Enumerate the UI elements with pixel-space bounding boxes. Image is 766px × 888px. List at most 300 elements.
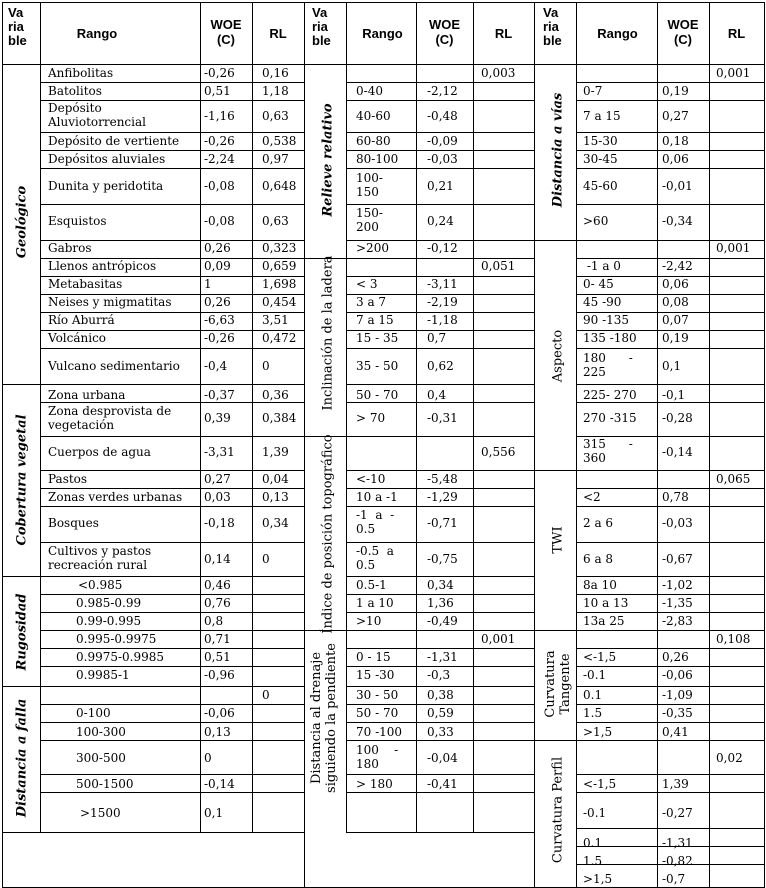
header-rl-3: RL (727, 26, 746, 41)
rango-cell: 100-300 (76, 725, 126, 739)
woe-cell: 0,07 (662, 313, 689, 327)
grid-line (2, 576, 41, 577)
rango-cell: 225- 270 (583, 388, 637, 402)
woe-cell: -0,08 (204, 179, 235, 193)
grid-line (346, 204, 535, 205)
woe-cell: 0,27 (204, 472, 231, 486)
grid-line (40, 612, 305, 613)
rango-cell: >200 (356, 241, 389, 255)
grid-line (346, 740, 535, 741)
rango-cell: Dunita y peridotita (48, 179, 164, 193)
grid-line (40, 402, 305, 403)
rl-cell: 0,13 (262, 490, 289, 504)
rango-cell: 0-40 (356, 84, 383, 98)
rango-cell: Anfibolitas (48, 66, 114, 80)
woe-cell: 1 (204, 277, 212, 291)
rango-cell: 30-45 (583, 152, 618, 166)
rango-cell: > 180 (356, 777, 393, 791)
rango-cell: 1 a 10 (356, 596, 394, 610)
woe-cell: -2,12 (427, 84, 458, 98)
grid-line (2, 686, 41, 687)
grid-line (252, 2, 253, 833)
woe-cell: -0,06 (662, 668, 693, 682)
rango-cell: <2 (583, 490, 601, 504)
grid-line (534, 470, 577, 471)
rango-cell: 0.1 (583, 688, 603, 702)
woe-cell: -3,11 (427, 277, 458, 291)
rango-cell: -0.1 (583, 668, 607, 682)
woe-cell: 0,4 (427, 388, 447, 402)
grid-line (40, 204, 305, 205)
grid-line (40, 832, 305, 833)
rango-cell: -0.5 a 0.5 (356, 544, 394, 572)
woe-cell: -0,08 (204, 214, 235, 228)
rl-cell: 1,39 (262, 445, 289, 459)
grid-line (576, 348, 765, 349)
rango-cell: Bosques (48, 516, 99, 530)
woe-cell: 0,51 (204, 650, 231, 664)
rango-cell: -1 a - 0.5 (356, 508, 395, 536)
grid-line (346, 150, 535, 151)
rango-cell: 270 -315 (583, 411, 637, 425)
woe-cell: -0,49 (427, 614, 458, 628)
rango-cell: Depósitos aluviales (48, 152, 166, 166)
rl-cell: 0,001 (716, 66, 751, 80)
grid-line (576, 594, 765, 595)
grid-line (40, 132, 305, 133)
woe-cell: 0,8 (204, 614, 224, 628)
header-variable-2: Va ria ble (312, 5, 331, 48)
grid-line (576, 204, 765, 205)
rl-cell: 3,51 (262, 313, 289, 327)
rango-cell: 1.5 (583, 706, 603, 720)
woe-cell: -0,18 (204, 516, 235, 530)
grid-line (2, 832, 41, 833)
rango-cell: 7 a 15 (356, 313, 394, 327)
grid-line (346, 576, 535, 577)
grid-line (40, 168, 305, 169)
grid-line (40, 740, 305, 741)
rango-cell: Cuerpos de agua (48, 445, 151, 459)
rl-cell: 0,001 (481, 632, 516, 646)
rl-cell: 0,02 (716, 751, 743, 765)
rango-cell: 60-80 (356, 134, 391, 148)
woe-cell: 0,7 (427, 331, 447, 345)
woe-cell: 1,39 (662, 777, 689, 791)
woe-cell: 0,24 (427, 214, 454, 228)
woe-cell: 0,09 (204, 259, 231, 273)
rl-cell: 0,323 (262, 241, 297, 255)
grid-line (576, 666, 765, 667)
variable-label: Inclinación de la ladera (320, 255, 336, 411)
variable-label: Curvatura Perfil (550, 756, 566, 864)
rl-cell: 1,698 (262, 277, 297, 291)
woe-cell: 0,39 (204, 411, 231, 425)
rango-cell: 0.1 (583, 836, 603, 850)
rango-cell: Batolitos (48, 84, 102, 98)
rango-cell: 300-500 (76, 751, 126, 765)
woe-cell: -0,35 (662, 706, 693, 720)
rango-cell: <-10 (356, 472, 386, 486)
rl-cell: 0,97 (262, 152, 289, 166)
woe-cell: 0,1 (662, 359, 682, 373)
woe-cell: 0,1 (204, 806, 224, 820)
woe-cell: -0,26 (204, 134, 235, 148)
rango-cell: 40-60 (356, 109, 391, 123)
rango-cell: Volcánico (48, 331, 107, 345)
woe-cell: -0,04 (427, 751, 458, 765)
grid-line (40, 576, 305, 577)
rango-cell: 0.985-0.99 (76, 596, 142, 610)
grid-line (576, 384, 765, 385)
woe-cell: -6,63 (204, 313, 235, 327)
grid-line (346, 666, 535, 667)
grid-line (2, 384, 41, 385)
rango-cell: Vulcano sedimentario (48, 359, 180, 373)
woe-cell: -0,27 (662, 806, 693, 820)
rango-cell: <-1,5 (583, 650, 617, 664)
header-rango-3: Rango (597, 26, 638, 41)
grid-line (346, 132, 535, 133)
grid-line (346, 686, 535, 687)
rl-cell: 0,051 (481, 259, 516, 273)
grid-line (346, 436, 535, 437)
woe-cell: -0,31 (427, 411, 458, 425)
grid-line (576, 740, 765, 741)
rango-cell: 100 - 180 (356, 743, 399, 771)
header-woe-1: WOE (C) (210, 17, 242, 47)
variable-label: Distancia a vías (550, 92, 566, 208)
rl-cell: 0,556 (481, 445, 516, 459)
grid-line (346, 542, 535, 543)
grid-line (40, 384, 305, 385)
rl-cell: 0 (262, 359, 270, 373)
woe-cell: -0,03 (427, 152, 458, 166)
rango-cell: Metabasitas (48, 277, 123, 291)
rango-cell: 15-30 (583, 134, 618, 148)
rango-cell: >10 (356, 614, 382, 628)
grid-line (576, 576, 765, 577)
grid-line (576, 150, 765, 151)
variable-label: Cobertura vegetal (14, 414, 30, 546)
rango-cell: Depósito de vertiente (48, 134, 180, 148)
grid-line (576, 792, 765, 793)
woe-cell: 0,46 (204, 578, 231, 592)
rango-cell: 0 - 15 (356, 650, 391, 664)
woe-cell: -1,31 (662, 836, 693, 850)
rl-cell: 0,384 (262, 411, 297, 425)
woe-cell: -0,48 (427, 109, 458, 123)
woe-cell: -0,75 (427, 552, 458, 566)
rango-cell: 0.5-1 (356, 578, 387, 592)
woe-cell: -1,16 (204, 109, 235, 123)
woe-cell: -0,26 (204, 331, 235, 345)
rango-cell: 2 a 6 (583, 516, 614, 530)
grid-line (576, 132, 765, 133)
rango-cell: 35 - 50 (356, 359, 399, 373)
variable-label: Curvatura Tangente (543, 650, 573, 718)
grid-line (40, 630, 305, 631)
woe-cell: -1,31 (427, 650, 458, 664)
rango-cell: Depósito Aluviotorrencial (48, 101, 146, 129)
woe-cell: 0,26 (204, 241, 231, 255)
grid-line (40, 666, 305, 667)
grid-line (304, 2, 305, 888)
rango-cell: 7 a 15 (583, 109, 621, 123)
rango-cell: 6 a 8 (583, 552, 614, 566)
grid-line (346, 612, 535, 613)
rango-cell: 15 -30 (356, 668, 395, 682)
grid-line (346, 402, 535, 403)
rango-cell: Llenos antrópicos (48, 259, 157, 273)
rl-cell: 0,63 (262, 109, 289, 123)
grid-line (40, 648, 305, 649)
woe-cell: -0,14 (662, 445, 693, 459)
grid-line (346, 384, 535, 385)
woe-cell: -2,42 (662, 259, 693, 273)
rango-cell: 1.5 (583, 854, 603, 868)
rango-cell: <0.985 (78, 578, 123, 592)
rl-cell: 0,659 (262, 259, 297, 273)
woe-cell: 0,18 (662, 134, 689, 148)
rango-cell: 135 -180 (583, 331, 637, 345)
grid-line (576, 168, 765, 169)
grid-line (657, 2, 658, 888)
rl-cell: 0 (262, 552, 270, 566)
rango-cell: 0-7 (583, 84, 603, 98)
woe-cell: -2,19 (427, 295, 458, 309)
woe-cell: 1,36 (427, 596, 454, 610)
grid-line (764, 2, 765, 888)
grid-line (576, 612, 765, 613)
woe-cell: 0,19 (662, 84, 689, 98)
rango-cell: <-1,5 (583, 777, 617, 791)
rango-cell: 180 - 225 (583, 351, 633, 379)
rango-cell: 45 -90 (583, 295, 622, 309)
rango-cell: >1500 (80, 806, 121, 820)
rl-cell: 0,04 (262, 472, 289, 486)
woe-cell: 0,62 (427, 359, 454, 373)
rl-cell: 0,34 (262, 516, 289, 530)
woe-cell: -0,1 (662, 388, 686, 402)
header-variable-3: Va ria ble (543, 5, 562, 48)
grid-line (576, 722, 765, 723)
woe-cell: 0,26 (204, 295, 231, 309)
woe-cell: -1,35 (662, 596, 693, 610)
rango-cell: -1 a 0 (583, 259, 621, 273)
grid-line (346, 704, 535, 705)
rl-cell: 0,003 (481, 66, 516, 80)
variable-label: Aspecto (550, 329, 566, 383)
grid-line (40, 506, 305, 507)
woe-cell: -1,29 (427, 490, 458, 504)
rl-cell: 0,36 (262, 388, 289, 402)
rl-cell: 0,472 (262, 331, 297, 345)
grid-line (40, 82, 305, 83)
rl-cell: 0,001 (716, 241, 751, 255)
rango-cell: 150- 200 (356, 206, 383, 234)
woe-cell: -0,3 (427, 668, 451, 682)
rango-cell: >1,5 (583, 725, 613, 739)
grid-line (346, 100, 535, 101)
grid-line (346, 630, 535, 631)
rl-cell: 0,538 (262, 134, 297, 148)
woe-cell: 0,13 (204, 725, 231, 739)
variable-label: Distancia al drenaje siguiendo la pendiente (309, 643, 339, 793)
grid-line (40, 488, 305, 489)
woe-cell: 0,41 (662, 725, 689, 739)
grid-line (576, 828, 765, 829)
grid-line (346, 792, 535, 793)
woe-cell: -1,02 (662, 578, 693, 592)
grid-line (2, 64, 765, 65)
woe-cell: -2,83 (662, 614, 693, 628)
woe-cell: 0,76 (204, 596, 231, 610)
woe-cell: -0,34 (662, 214, 693, 228)
woe-cell: 0,26 (662, 650, 689, 664)
variable-label: Geológico (14, 185, 30, 259)
grid-line (346, 594, 535, 595)
grid-line (709, 2, 710, 888)
grid-line (40, 722, 305, 723)
grid-line (416, 2, 417, 833)
rango-cell: 10 a 13 (583, 596, 629, 610)
woe-cell: -0,41 (427, 777, 458, 791)
grid-line (346, 648, 535, 649)
rl-cell: 0,16 (262, 66, 289, 80)
woe-cell: -5,48 (427, 472, 458, 486)
woe-cell: -1,18 (427, 313, 458, 327)
woe-cell: 0,33 (427, 725, 454, 739)
grid-line (576, 100, 765, 101)
grid-line (40, 686, 305, 687)
grid-line (40, 2, 41, 833)
variable-label: Distancia a falla (14, 698, 30, 818)
woe-cell: 0,08 (662, 295, 689, 309)
woe-cell: 0,59 (427, 706, 454, 720)
woe-cell: -3,31 (204, 445, 235, 459)
woe-cell: 0,14 (204, 552, 231, 566)
rango-cell: 13a 25 (583, 614, 625, 628)
header-rl-2: RL (494, 26, 513, 41)
woe-cell: -0,28 (662, 411, 693, 425)
rango-cell: 0-100 (76, 706, 111, 720)
woe-cell: -0,96 (204, 668, 235, 682)
rango-cell: 90 -135 (583, 313, 630, 327)
woe-cell: -0,01 (662, 179, 693, 193)
grid-line (576, 2, 577, 888)
grid-line (576, 648, 765, 649)
woe-cell: -0,03 (662, 516, 693, 530)
grid-line (40, 774, 305, 775)
rango-cell: >1,5 (583, 872, 613, 886)
grid-line (346, 722, 535, 723)
grid-line (40, 470, 305, 471)
grid-line (473, 2, 474, 833)
woe-cell: 0,06 (662, 152, 689, 166)
woe-cell: -0,82 (662, 854, 693, 868)
woe-cell: -0,37 (204, 388, 235, 402)
rango-cell: Zona urbana (48, 388, 126, 402)
rango-cell: 3 a 7 (356, 295, 387, 309)
grid-line (346, 82, 535, 83)
rango-cell: Esquistos (48, 214, 107, 228)
variable-label: Rugosidad (14, 593, 30, 671)
variable-label: TWI (550, 526, 566, 554)
rl-cell: 1,18 (262, 84, 289, 98)
rl-cell: 0,648 (262, 179, 297, 193)
woe-cell: 0,71 (204, 632, 231, 646)
woe-cell: -0,06 (204, 706, 235, 720)
rango-cell: 100- 150 (356, 171, 383, 199)
woe-cell: 0,51 (204, 84, 231, 98)
rango-cell: Río Aburrá (48, 313, 115, 327)
rango-cell: < 3 (356, 277, 378, 291)
rango-cell: 10 a -1 (356, 490, 398, 504)
rl-cell: 0,63 (262, 214, 289, 228)
rango-cell: Pastos (48, 472, 88, 486)
woe-cell: -0,71 (427, 516, 458, 530)
grid-line (40, 348, 305, 349)
rango-cell: Zona desprovista de vegetación (48, 404, 172, 432)
woe-cell: 0,03 (204, 490, 231, 504)
grid-line (346, 348, 535, 349)
rango-cell: 0.9985-1 (76, 668, 130, 682)
woe-cell: -0,67 (662, 552, 693, 566)
rango-cell: Gabros (48, 241, 92, 255)
woe-cell: -2,24 (204, 152, 235, 166)
rango-cell: 15 - 35 (356, 331, 399, 345)
grid-line (40, 542, 305, 543)
rango-cell: Zonas verdes urbanas (48, 490, 183, 504)
woe-cell: 0,27 (662, 109, 689, 123)
grid-line (40, 792, 305, 793)
rango-cell: 0.9975-0.9985 (76, 650, 165, 664)
grid-line (576, 686, 765, 687)
woe-cell: 0,34 (427, 578, 454, 592)
grid-line (200, 2, 201, 833)
woe-cell: 0,19 (662, 331, 689, 345)
rango-cell: 0.995-0.9975 (76, 632, 157, 646)
woe-cell: -0,12 (427, 241, 458, 255)
grid-line (346, 2, 347, 833)
rango-cell: 8a 10 (583, 578, 617, 592)
woe-cell: -0,4 (204, 359, 228, 373)
grid-line (40, 436, 305, 437)
rango-cell: -0.1 (583, 806, 607, 820)
rango-cell: >60 (583, 214, 609, 228)
grid-line (576, 630, 765, 631)
header-woe-3: WOE (C) (667, 17, 699, 47)
grid-line (40, 594, 305, 595)
rango-cell: 80-100 (356, 152, 399, 166)
woe-cell: 0,21 (427, 179, 454, 193)
header-variable-1: Va ria ble (8, 5, 27, 48)
grid-line (2, 2, 765, 3)
woe-cell: 0,78 (662, 490, 689, 504)
rl-cell: 0,108 (716, 632, 751, 646)
grid-line (346, 506, 535, 507)
header-woe-2: WOE (C) (428, 17, 461, 47)
rango-cell: 30 - 50 (356, 688, 399, 702)
rango-cell: > 70 (356, 411, 386, 425)
woe-cell: -0,7 (662, 872, 686, 886)
variable-label: Índice de posición topográfico (320, 434, 336, 634)
grid-line (40, 704, 305, 705)
rango-cell: 0.99-0.995 (76, 614, 142, 628)
grid-line (576, 470, 765, 471)
woe-cell: -0,09 (427, 134, 458, 148)
